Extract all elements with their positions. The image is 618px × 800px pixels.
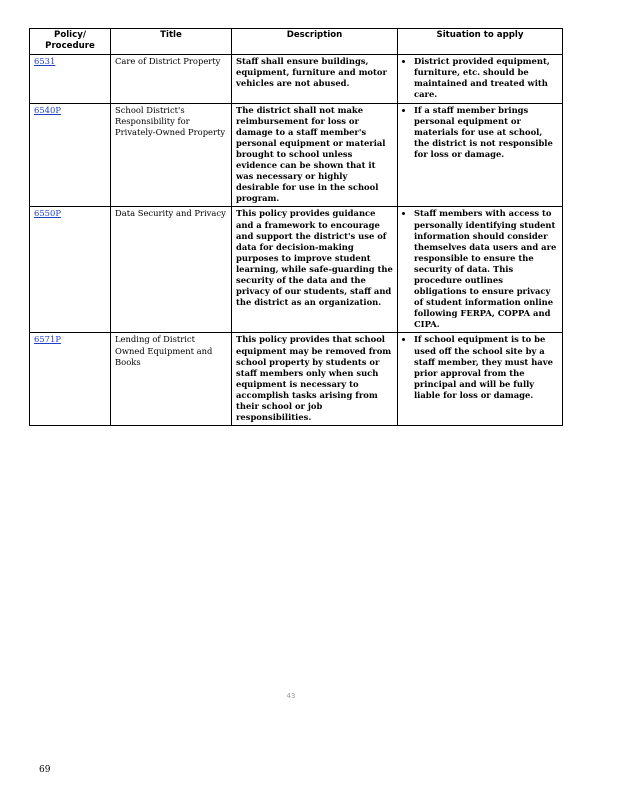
table-header-row (30, 29, 563, 55)
situation-bullet: • If a staff member brings personal equipment or materials for use at school, the district is not responsible for loss or damage. (414, 105, 558, 160)
situation-cell (398, 333, 563, 426)
situation-bullet: • District provided equipment, furniture, etc. should be maintained and treated with care. (414, 56, 558, 100)
policy-link[interactable]: 6540P (34, 104, 61, 115)
header-policy: Policy/ Procedure (30, 29, 111, 55)
title-cell: Data Security and Privacy (111, 207, 232, 333)
header-description: Description (232, 29, 398, 55)
situation-list (402, 208, 558, 330)
sheet-number: 69 (39, 765, 51, 775)
description-cell: This policy provides that school equipment may be removed from school property by students or staff members only when such equipment is necessary to accomplish tasks arising from their school or job responsibilities. (232, 333, 398, 426)
table-row (30, 333, 563, 426)
policy-link[interactable]: 6531 (34, 56, 56, 67)
header-title: Title (111, 29, 232, 55)
title-cell: School District's Responsibility for Privately-Owned Property (111, 103, 232, 207)
description-cell: Staff shall ensure buildings, equipment, furniture and motor vehicles are not abused. (232, 55, 398, 103)
situation-cell (398, 55, 563, 103)
title-cell: Care of District Property (111, 55, 232, 103)
situation-list (402, 56, 558, 100)
situation-cell (398, 207, 563, 333)
policy-link[interactable]: 6571P (34, 334, 61, 345)
situation-list (402, 105, 558, 160)
policy-link[interactable]: 6550P (34, 208, 61, 219)
policy-cell (30, 103, 111, 207)
title-cell: Lending of District Owned Equipment and Books (111, 333, 232, 426)
policy-cell (30, 55, 111, 103)
description-cell: The district shall not make reimbursement for loss or damage to a staff member's personal equipment or material brought to school unless evidence can be shown that it was necessary or highly desirable for use in the school program. (232, 103, 398, 207)
situation-bullet: • If school equipment is to be used off the school site by a staff member, they must have prior approval from the principal and will be fully liable for loss or damage. (414, 334, 558, 401)
table-row (30, 55, 563, 103)
policy-cell (30, 333, 111, 426)
page-number: 43 (286, 692, 296, 700)
table-row (30, 207, 563, 333)
situation-cell (398, 103, 563, 207)
table-row (30, 103, 563, 207)
header-situation: Situation to apply (398, 29, 563, 55)
situation-bullet: • Staff members with access to personally identifying student information should consider themselves data users and are responsible to ensure the security of data. This procedure outlines obligations to ensure privacy of student information online following FERPA, COPPA and CIPA. (414, 208, 558, 330)
description-cell: This policy provides guidance and a framework to encourage and support the district's use of data for decision-making purposes to improve student learning, while safe-guarding the security of the data and the privacy of our students, staff and the district as an organization. (232, 207, 398, 333)
policy-table (29, 28, 563, 426)
situation-list (402, 334, 558, 401)
policy-cell (30, 207, 111, 333)
